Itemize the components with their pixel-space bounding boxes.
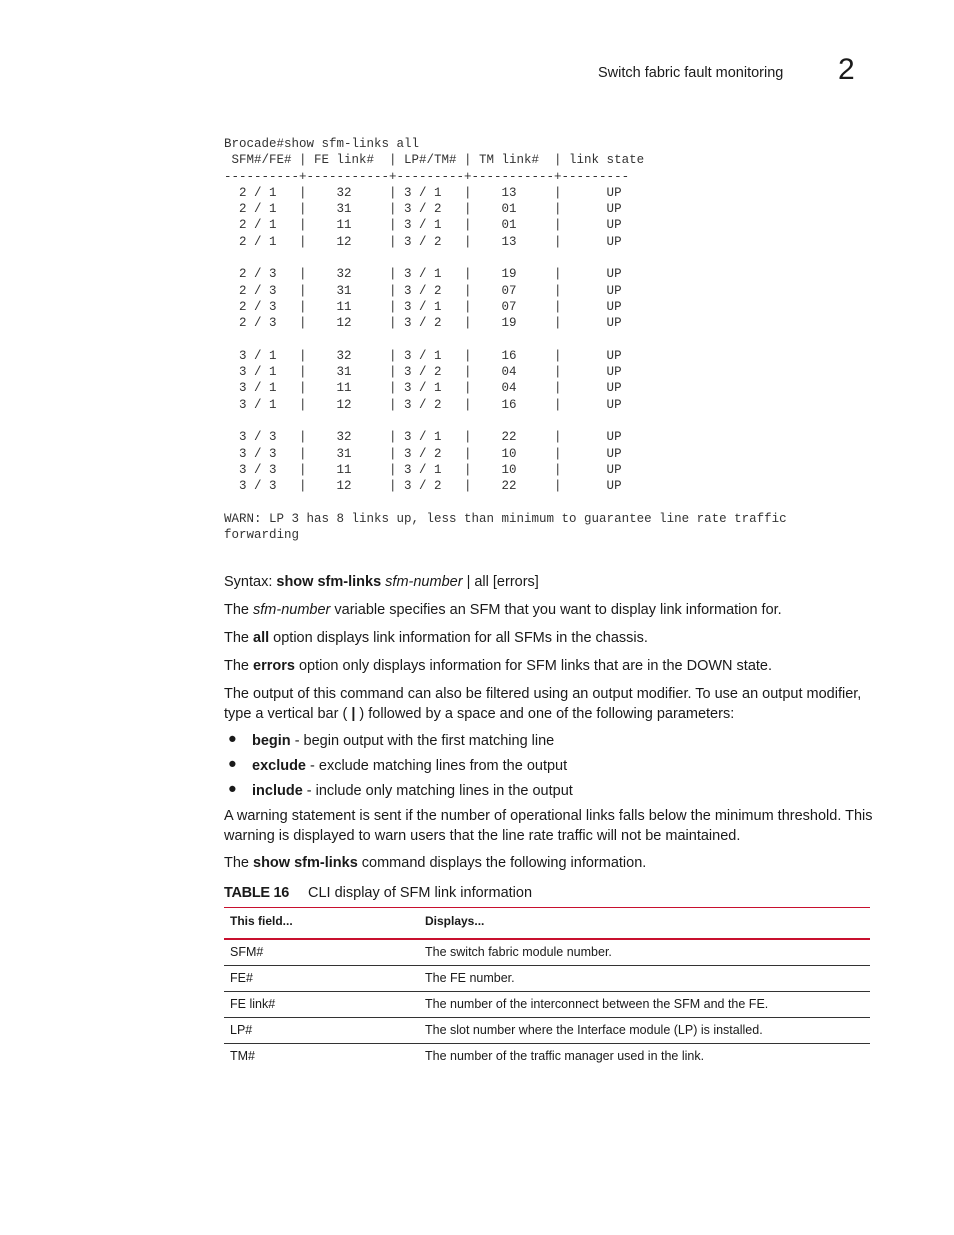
- text-fragment: variable specifies an SFM that you want to display link information for.: [330, 602, 782, 618]
- paragraph-all-option: [224, 629, 874, 649]
- syntax-options: | all [errors]: [466, 574, 539, 590]
- text-fragment: ) followed by a space and one of the following parameters:: [355, 705, 735, 722]
- paragraph-variable: [224, 601, 874, 621]
- table-cell-description: The FE number.: [425, 971, 515, 985]
- text-fragment: The: [224, 658, 254, 674]
- bullet-icon: ●: [228, 781, 237, 797]
- list-item: [252, 733, 554, 749]
- paragraph-errors-option: [224, 657, 874, 677]
- keyword: exclude: [252, 758, 306, 774]
- paragraph-warning: A warning statement is sent if the number of operational links falls below the minimum threshold. This warning is displayed to warn users that the line rate traffic will not be maintained.: [224, 808, 873, 844]
- syntax-label: Syntax:: [224, 574, 273, 590]
- syntax-variable: sfm-number: [385, 574, 463, 590]
- table-row: [224, 1018, 870, 1044]
- table-cell-field: FE#: [230, 971, 253, 985]
- keyword: errors: [253, 658, 295, 674]
- table-cell-field: LP#: [230, 1023, 253, 1037]
- text-fragment: The: [224, 855, 254, 871]
- list-item-text: - exclude matching lines from the output: [306, 758, 568, 774]
- syntax-command: show sfm-links: [276, 574, 382, 590]
- syntax-line: [224, 574, 539, 590]
- text-fragment: option only displays information for SFM links that are in the DOWN state.: [294, 658, 773, 674]
- list-item-text: - include only matching lines in the output: [302, 783, 573, 799]
- table-cell-field: SFM#: [230, 945, 264, 959]
- table-row: [224, 940, 870, 966]
- table-cell-field: TM#: [230, 1049, 255, 1063]
- keyword: |: [351, 705, 356, 722]
- column-header: This field...: [230, 914, 293, 928]
- table-cell-description: The switch fabric module number.: [425, 945, 612, 959]
- text-fragment: The: [224, 602, 254, 618]
- table-caption: [224, 885, 533, 901]
- bullet-icon: ●: [228, 731, 237, 747]
- text-fragment: The: [224, 630, 254, 646]
- cli-output-block: Brocade#show sfm-links all SFM#/FE# | FE link# | LP#/TM# | TM link# | link state ----------+-----------+---------+-----------+--------- 2 / 1 | 32 | 3 / 1 | 13 | UP 2 / 1 | 31 | 3 / 2 | 01 | UP 2 / 1 | 11 | 3 / 1 | 01 | UP 2 / 1 | 12 | 3 / 2 | 13 | UP 2 / 3 | 32 | 3 / 1 | 19 | UP 2 / 3 | 31 | 3 / 2 | 07 | UP 2 / 3 | 11 | 3 / 1 | 07 | UP 2 / 3 | 12 | 3 / 2 | 19 | UP 3 / 1 | 32 | 3 / 1 | 16 | UP 3 / 1 | 31 | 3 / 2 | 04 | UP 3 / 1 | 11 | 3 / 1 | 04 | UP 3 / 1 | 12 | 3 / 2 | 16 | UP 3 / 3 | 32 | 3 / 1 | 22 | UP 3 / 3 | 31 | 3 / 2 | 10 | UP 3 / 3 | 11 | 3 / 1 | 10 | UP 3 / 3 | 12 | 3 / 2 | 22 | UP WARN: LP 3 has 8 links up, less than minimum to guarantee line rate traffic forwarding: [224, 137, 787, 543]
- table-cell-description: The slot number where the Interface module (LP) is installed.: [425, 1023, 763, 1037]
- table-header-row: [224, 908, 870, 938]
- table-title: CLI display of SFM link information: [308, 885, 533, 901]
- paragraph-output-filter: [224, 685, 874, 724]
- keyword: show sfm-links: [253, 855, 358, 871]
- table-number: TABLE 16: [224, 885, 290, 901]
- table-cell-description: The number of the interconnect between the SFM and the FE.: [425, 997, 769, 1011]
- paragraph-display: [224, 854, 874, 874]
- table-cell-description: The number of the traffic manager used in the link.: [425, 1049, 705, 1063]
- info-table: [224, 907, 870, 1069]
- text-fragment: option displays link information for all SFMs in the chassis.: [269, 630, 648, 646]
- table-row: [224, 966, 870, 992]
- list-item: [252, 783, 573, 799]
- list-item-text: - begin output with the first matching line: [290, 733, 555, 749]
- variable-name: sfm-number: [253, 602, 331, 618]
- table-cell-field: FE link#: [230, 997, 276, 1011]
- bullet-icon: ●: [228, 756, 237, 772]
- keyword: begin: [252, 733, 291, 749]
- table-row: [224, 992, 870, 1018]
- text-fragment: The output of this command can also be filtered using an output modifier. To use an output modifier, type a vertical bar (: [224, 686, 862, 722]
- list-item: [252, 758, 567, 774]
- keyword: include: [252, 783, 303, 799]
- text-fragment: command displays the following information.: [357, 855, 647, 871]
- column-header: Displays...: [425, 914, 485, 928]
- chapter-number: 2: [838, 53, 855, 86]
- table-row: [224, 1044, 870, 1069]
- section-title: Switch fabric fault monitoring: [598, 65, 784, 81]
- keyword: all: [253, 630, 270, 646]
